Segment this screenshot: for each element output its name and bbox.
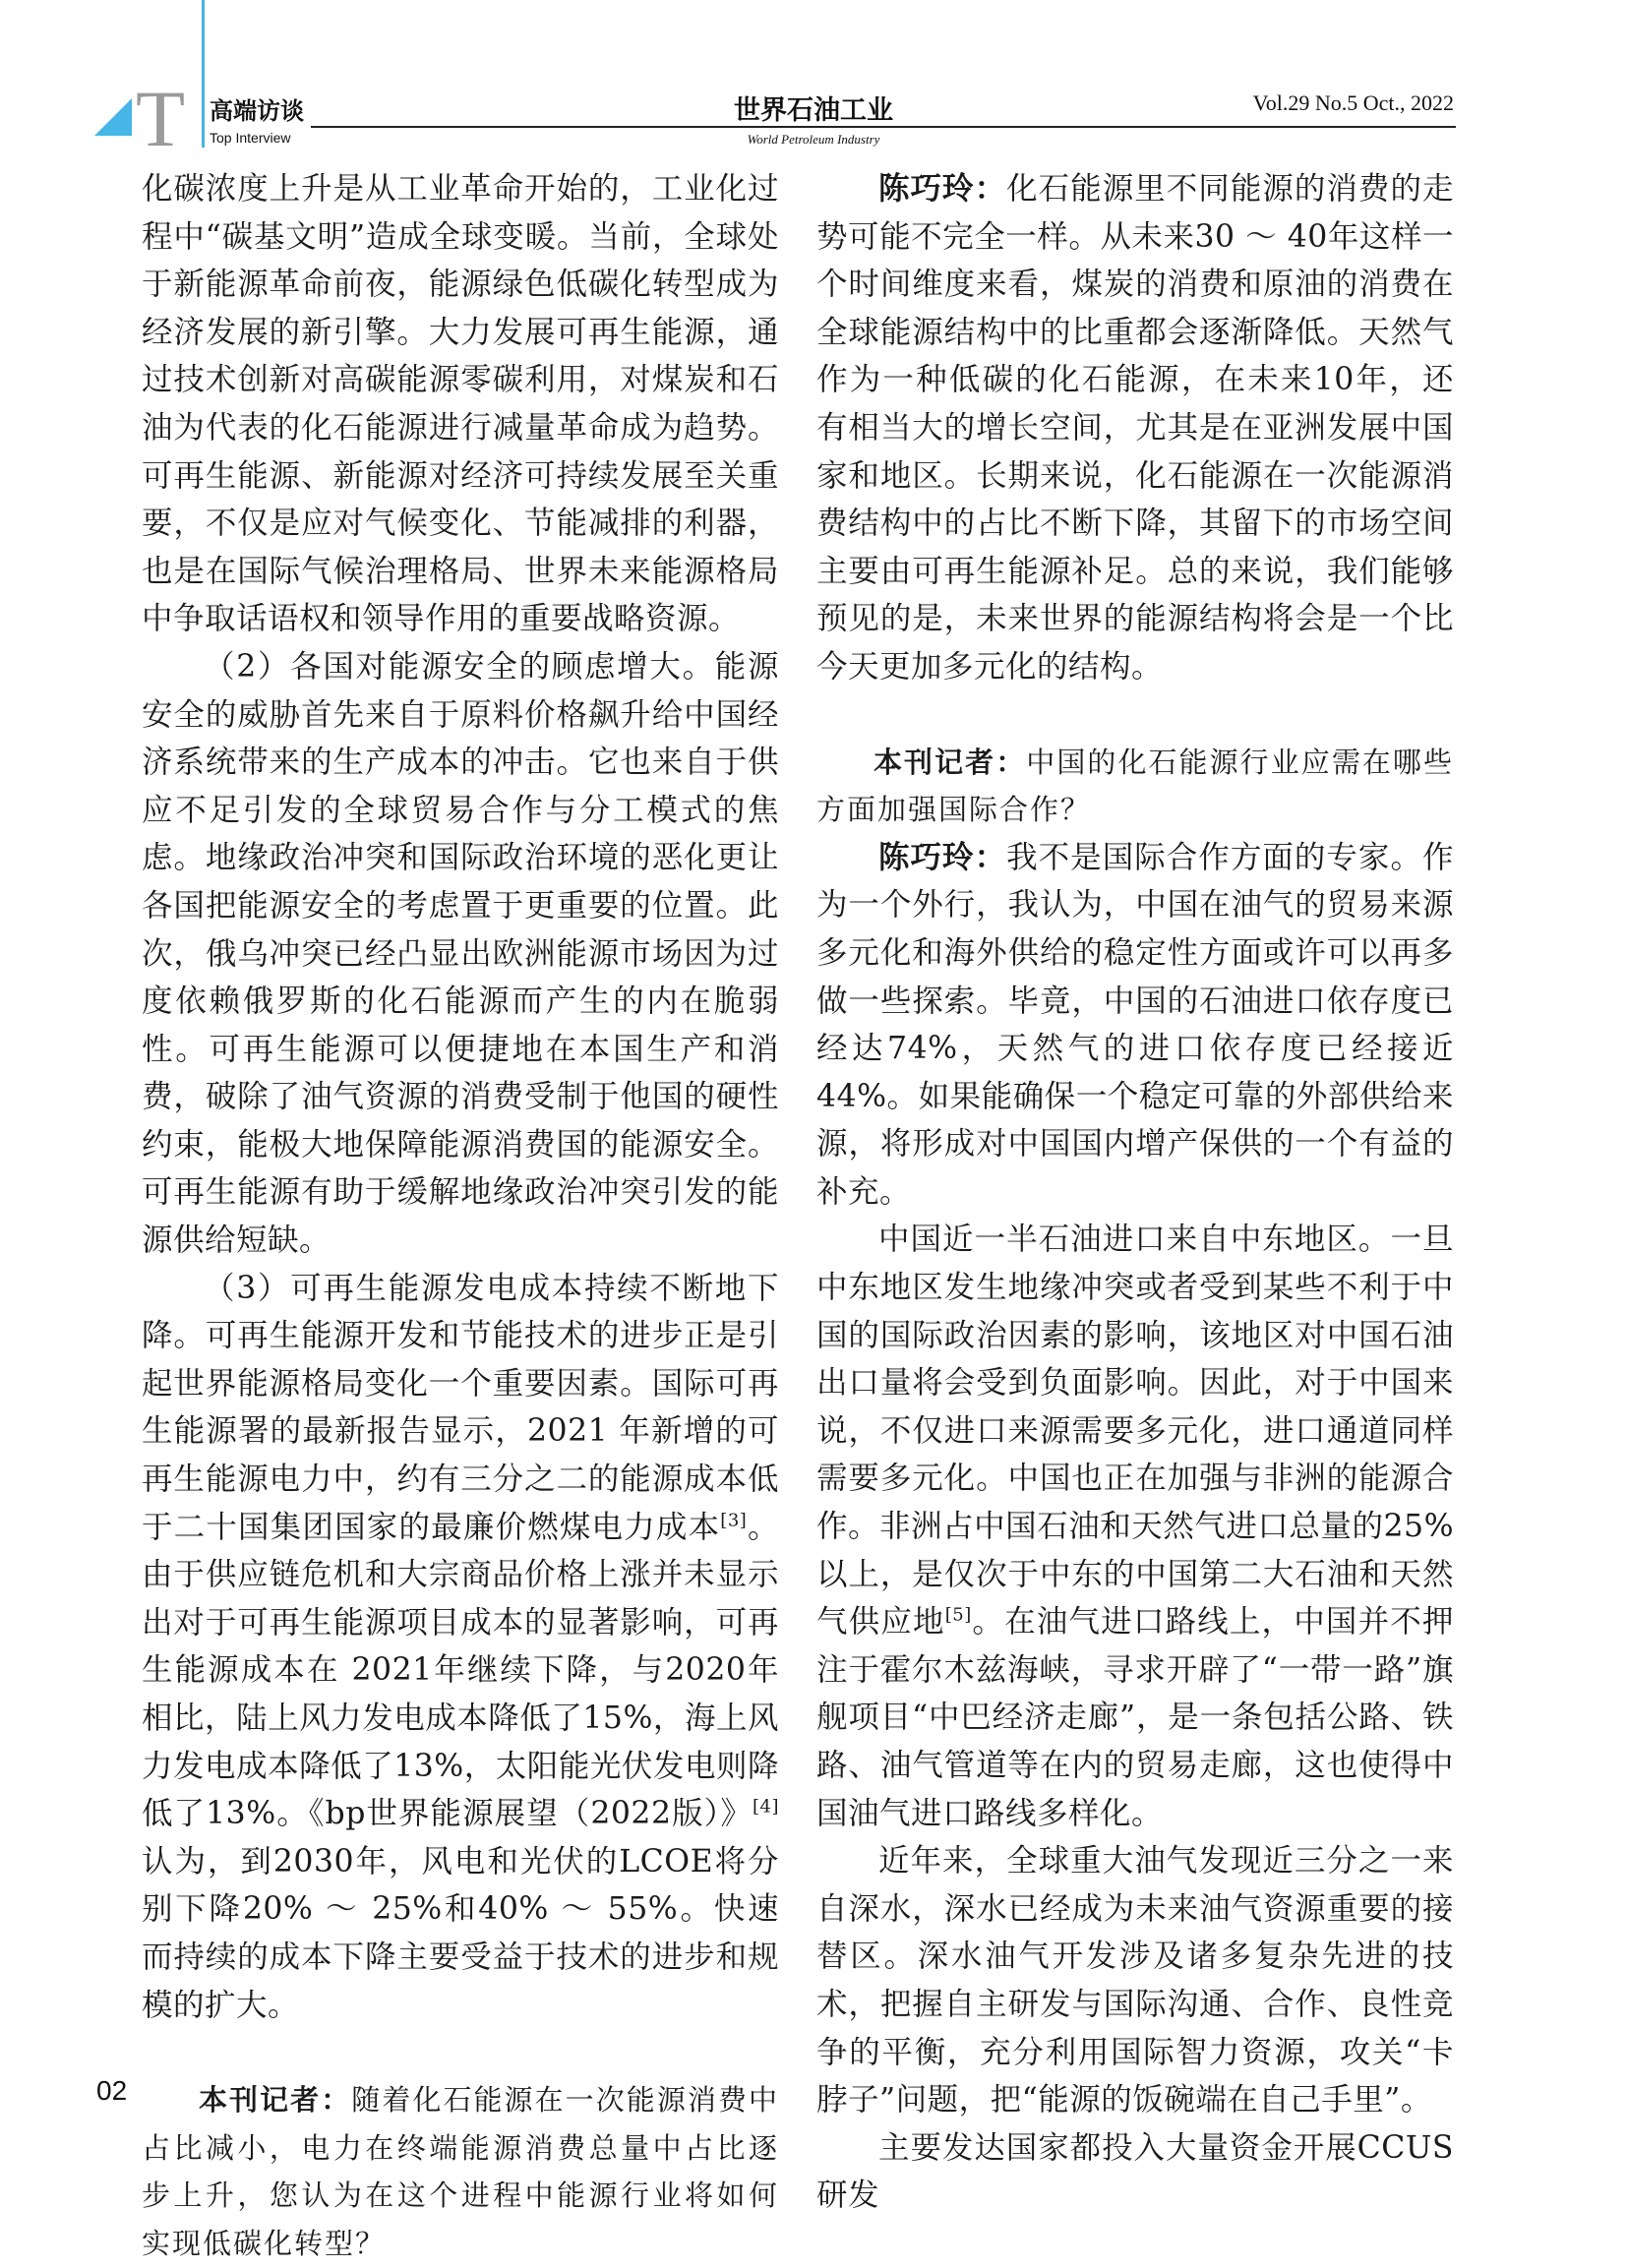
paragraph: 近年来，全球重大油气发现近三分之一来自深水，深水已经成为未来油气资源重要的接替区。深水油气开发涉及诸多复杂先进的技术，把握自主研发与国际沟通、合作、良性竞争的平衡，充分利用国际智力资源，攻关“卡脖子”问题，把“能源的饭碗端在自己手里”。 <box>816 1843 1454 2119</box>
section-title: 高端访谈 <box>210 97 304 125</box>
paragraph-text: （3）可再生能源发电成本持续不断地下降。可再生能源开发和节能技术的进步正是引起世界能源格局变化一个重要因素。国际可再生能源署的最新报告显示，2021 年新增的可再生能源电力中，约有三分之二的能源成本低于二十国集团国家的最廉价燃煤电力成本 <box>142 1270 779 1545</box>
question-text: 中国的化石能源行业应需在哪些方面加强国际合作？ <box>816 745 1454 827</box>
question <box>142 2076 779 2267</box>
citation-ref[interactable]: [5] <box>944 1604 972 1626</box>
paragraph-text: （2）各国对能源安全的顾虑增大。能源安全的威胁首先来自于原料价格飙升给中国经济系统带来的生产成本的冲击。它也来自于供应不足引发的全球贸易合作与分工模式的焦虑。地缘政治冲突和国际政治环境的恶化更让各国把能源安全的考虑置于更重要的位置。此次，俄乌冲突已经凸显出欧洲能源市场因为过度依赖俄罗斯的化石能源而产生的内在脆弱性。可再生能源可以便捷地在本国生产和消费，破除了油气资源的消费受制于他国的硬性约束，能极大地保障能源消费国的能源安全。可再生能源有助于缓解地缘政治冲突引发的能源供给短缺。 <box>142 648 779 1259</box>
paragraph: 主要发达国家都投入大量资金开展CCUS 研发 <box>816 2129 1454 2214</box>
question-text: 随着化石能源在一次能源消费中占比减小，电力在终端能源消费总量中占比逐步上升，您认为在这个进程中能源行业将如何实现低碳化转型？ <box>142 2083 779 2260</box>
paragraph-text: 。在油气进口路线上，中国并不押注于霍尔木兹海峡，寻求开辟了“一带一路”旗舰项目“中巴经济走廊”，是一条包括公路、铁路、油气管道等在内的贸易走廊，这也使得中国油气进口路线多样化。 <box>816 1604 1454 1831</box>
answer <box>816 834 1454 1217</box>
spacer <box>142 2029 779 2076</box>
citation-ref[interactable]: [4] <box>753 1796 779 1818</box>
paragraph <box>816 1216 1454 1837</box>
section-subtitle: Top Interview <box>210 130 291 146</box>
answer <box>816 165 1454 691</box>
speaker-label: 本刊记者： <box>199 2083 352 2118</box>
section-letter: T <box>136 74 186 163</box>
speaker-label: 陈巧玲： <box>878 838 1007 875</box>
answer-text: 我不是国际合作方面的专家。作为一个外行，我认为，中国在油气的贸易来源多元化和海外供给的稳定性方面或许可以再多做一些探索。毕竟，中国的石油进口依存度已经达74%，天然气的进口依存度已经接近44%。如果能确保一个稳定可靠的外部供给来源，将形成对中国国内增产保供的一个有益的补充。 <box>816 839 1454 1210</box>
page-number: 02 <box>96 2075 128 2106</box>
spacer <box>816 691 1454 739</box>
question <box>816 739 1454 834</box>
citation-ref[interactable]: [3] <box>720 1510 748 1531</box>
answer-text: 化石能源里不同能源的消费的走势可能不完全一样。从未来30 ～ 40年这样一个时间维度来看，煤炭的消费和原油的消费在全球能源结构中的比重都会逐渐降低。天然气作为一种低碳的化石能源，在未来10年，还有相当大的增长空间，尤其是在亚洲发展中国家和地区。长期来说，化石能源在一次能源消费结构中的占比不断下降，其留下的市场空间主要由可再生能源补足。总的来说，我们能够预见的是，未来世界的能源结构将会是一个比今天更加多元化的结构。 <box>816 171 1454 685</box>
right-column <box>816 165 1454 2220</box>
paragraph <box>142 643 779 1265</box>
speaker-label: 本刊记者： <box>874 745 1027 779</box>
paragraph-text: 。由于供应链危机和大宗商品价格上涨并未显示出对于可再生能源项目成本的显著影响，可再生能源成本在 2021年继续下降，与2020年相比，陆上风力发电成本降低了15%，海上风力发电成本降低了13%，太阳能光伏发电则降低了13%。《bp世界能源展望（2022版）》 <box>142 1509 779 1832</box>
paragraph-text: 中国近一半石油进口来自中东地区。一旦中东地区发生地缘冲突或者受到某些不利于中国的国际政治因素的影响，该地区对中国石油出口量将会受到负面影响。因此，对于中国来说，不仅进口来源需要多元化，进口通道同样需要多元化。中国也正在加强与非洲的能源合作。非洲占中国石油和天然气进口总量的25%以上，是仅次于中东的中国第二大石油和天然气供应地 <box>816 1222 1454 1641</box>
paragraph <box>142 1265 779 2030</box>
issue-info: Vol.29 No.5 Oct., 2022 <box>1252 90 1454 115</box>
left-column <box>142 165 779 2268</box>
header-rule <box>311 126 1456 128</box>
paragraph-text: 认为，到2030年，风电和光伏的LCOE将分别下降20% ～ 25%和40% ～ 55%。快速而持续的成本下降主要受益于技术的进步和规模的扩大。 <box>142 1843 779 2023</box>
speaker-label: 陈巧玲： <box>878 170 1007 207</box>
journal-title-en: World Petroleum Industry <box>747 132 880 147</box>
journal-title: 世界石油工业 <box>734 95 893 126</box>
paragraph: 化碳浓度上升是从工业革命开始的，工业化过程中“碳基文明”造成全球变暖。当前，全球处于新能源革命前夜，能源绿色低碳化转型成为经济发展的新引擎。大力发展可再生能源，通过技术创新对高碳能源零碳利用，对煤炭和石油为代表的化石能源进行减量革命成为趋势。可再生能源、新能源对经济可持续发展至关重要，不仅是应对气候变化、节能减排的利器，也是在国际气候治理格局、世界未来能源格局中争取话语权和领导作用的重要战略资源。 <box>142 171 779 637</box>
